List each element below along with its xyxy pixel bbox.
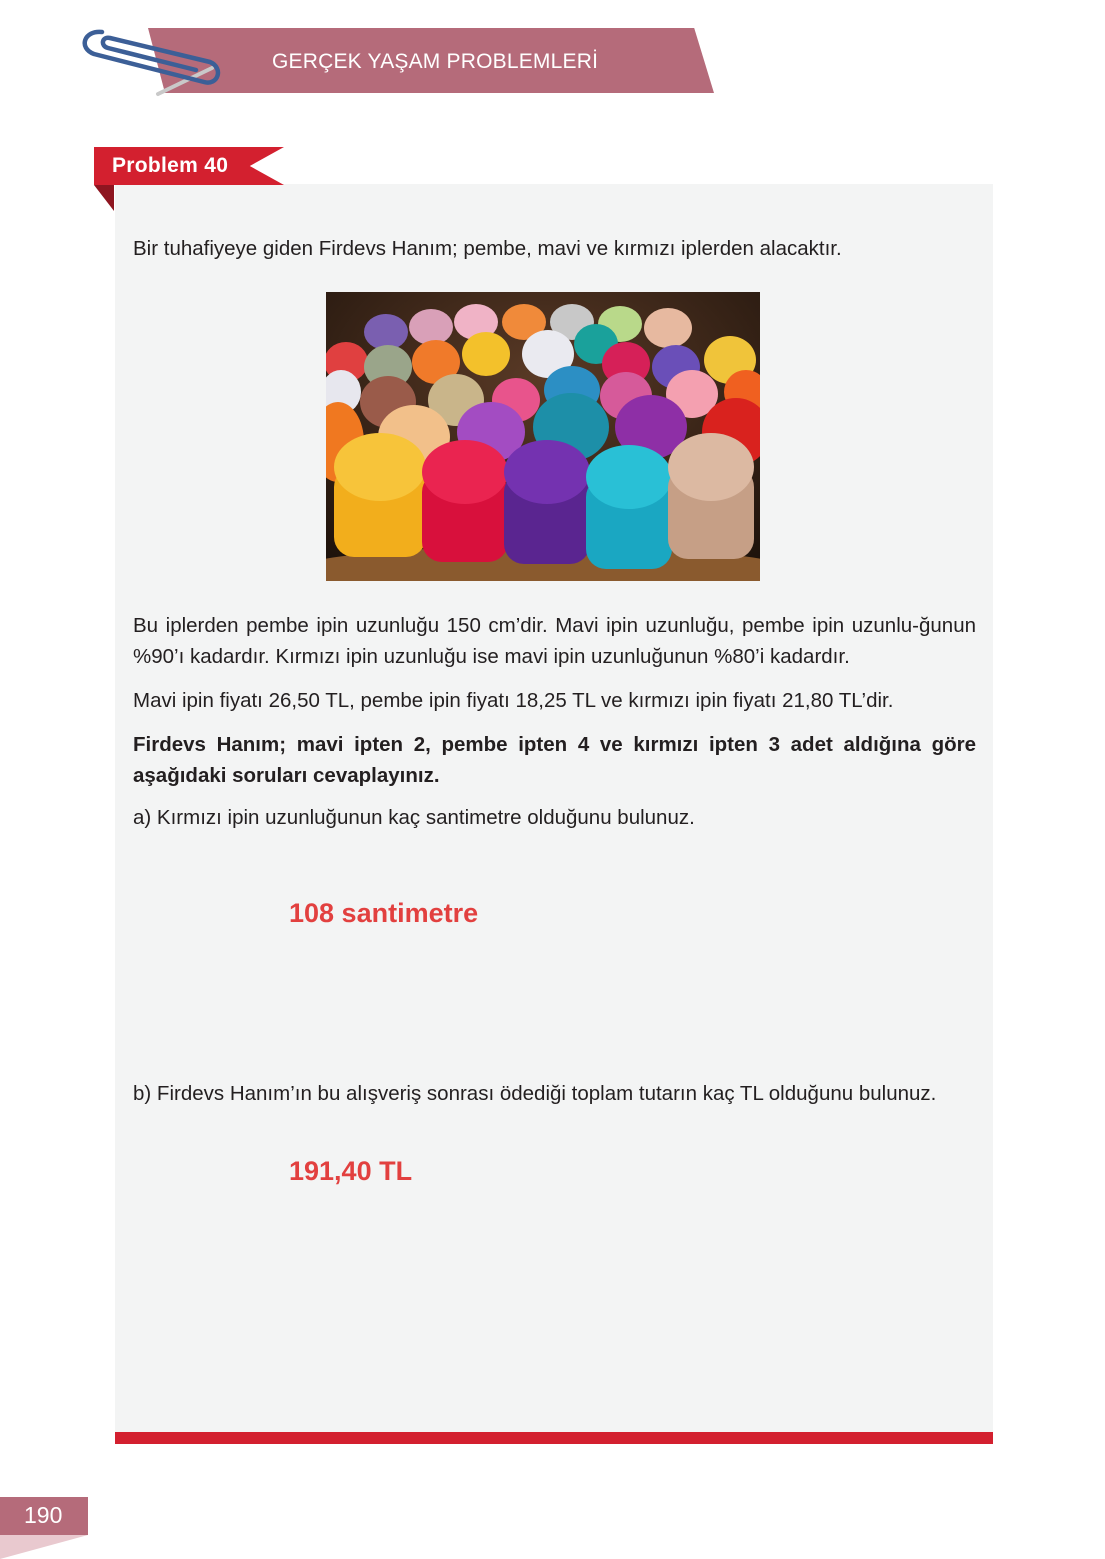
answer-a: 108 santimetre — [289, 898, 479, 928]
problem-label: Problem 40 — [112, 154, 229, 177]
page-number-tab-tail — [0, 1535, 88, 1559]
prices-paragraph: Mavi ipin fiyatı 26,50 TL, pembe ipin fiyatı 18,25 TL ve kırmızı ipin fiyatı 21,80 TL’dir. — [133, 689, 894, 712]
bottom-rule — [115, 1432, 993, 1444]
problem-intro: Bir tuhafiyeye giden Firdevs Hanım; pembe, mavi ve kırmızı iplerden alacaktır. — [133, 237, 842, 260]
problem-tab-fold — [94, 185, 114, 211]
thread-spools-illustration — [326, 292, 760, 581]
question-b: b) Firdevs Hanım’ın bu alışveriş sonrası ödediği toplam tutarın kaç TL olduğunu bulunuz. — [133, 1082, 937, 1105]
lengths-paragraph: Bu iplerden pembe ipin uzunluğu 150 cm’dir. Mavi ipin uzunluğu, pembe ipin uzunlu-ğunun %90’ı kadardır. Kırmızı ipin uzunluğu ise mavi ipin uzunluğunun %80’i kadardır. — [133, 614, 976, 668]
thread-spools-photo — [326, 292, 760, 581]
paperclip-icon — [72, 18, 222, 98]
section-title: GERÇEK YAŞAM PROBLEMLERİ — [272, 50, 599, 73]
answer-b: 191,40 TL — [289, 1156, 413, 1186]
instruction-paragraph: Firdevs Hanım; mavi ipten 2, pembe ipten 4 ve kırmızı ipten 3 adet aldığına göre aşağıdaki soruları cevaplayınız. — [133, 733, 976, 787]
question-a: a) Kırmızı ipin uzunluğunun kaç santimetre olduğunu bulunuz. — [133, 806, 695, 829]
page-number: 190 — [24, 1502, 63, 1528]
